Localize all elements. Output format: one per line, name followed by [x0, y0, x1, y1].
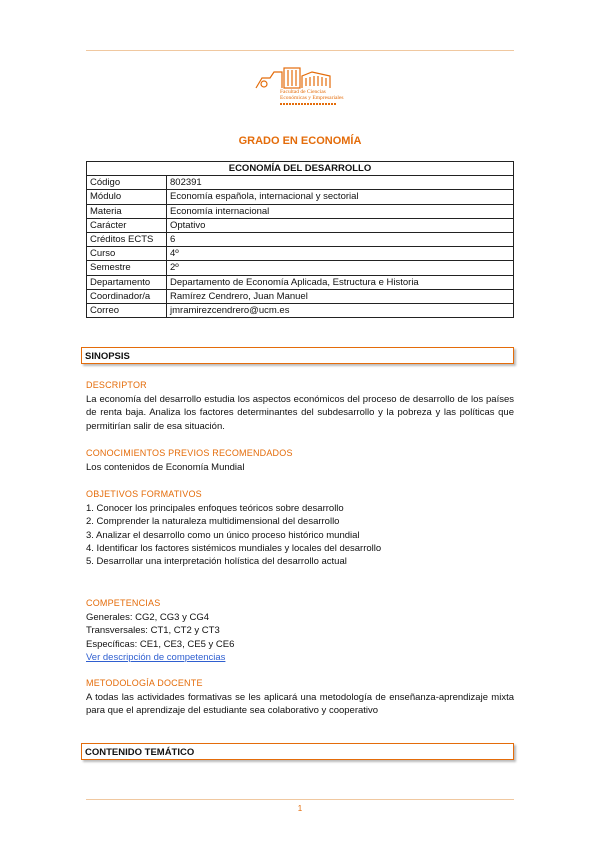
list-item: Transversales: CT1, CT2 y CT3	[86, 625, 220, 637]
row-value: Economía española, internacional y sectorial	[167, 190, 514, 204]
row-value: Optativo	[167, 218, 514, 232]
course-title: ECONOMÍA DEL DESARROLLO	[87, 162, 514, 176]
row-value: 6	[167, 232, 514, 246]
objectives-label: OBJETIVOS FORMATIVOS	[86, 489, 202, 499]
prev-knowledge-text: Los contenidos de Economía Mundial	[86, 462, 245, 473]
table-row	[87, 275, 514, 289]
competencias-link[interactable]: Ver descripción de competencias	[86, 651, 226, 663]
row-key: Curso	[87, 247, 167, 261]
competencias-list	[86, 611, 514, 664]
row-key: Correo	[87, 303, 167, 317]
footer-rule	[86, 799, 514, 800]
row-key: Código	[87, 176, 167, 190]
row-key: Módulo	[87, 190, 167, 204]
table-row	[87, 303, 514, 317]
metodologia-text: A todas las actividades formativas se les aplicará una metodología de enseñanza-aprendizaje mixta para que el aprendizaje del estudiante sea colaborativo y cooperativo	[86, 692, 514, 717]
table-row	[87, 176, 514, 190]
header-rule	[86, 50, 514, 51]
descriptor-text: La economía del desarrollo estudia los aspectos económicos del proceso de desarrollo de los países de renta baja. Analiza los factores determinantes del subdesarrollo y la pobreza y las políticas que permitirían salir de esa situación.	[86, 394, 514, 432]
row-key: Créditos ECTS	[87, 232, 167, 246]
row-key: Carácter	[87, 218, 167, 232]
objectives-list	[86, 502, 514, 568]
row-key: Departamento	[87, 275, 167, 289]
table-row	[87, 247, 514, 261]
row-key: Materia	[87, 204, 167, 218]
competencias-label: COMPETENCIAS	[86, 598, 161, 608]
list-item: 4. Identificar los factores sistémicos mundiales y locales del desarrollo	[86, 542, 382, 554]
prev-knowledge-label: CONOCIMIENTOS PREVIOS RECOMENDADOS	[86, 448, 293, 458]
course-info-table	[86, 161, 514, 318]
logo-line-1: Facultad de Ciencias	[280, 89, 326, 95]
descriptor-label: DESCRIPTOR	[86, 380, 147, 390]
list-item: Específicas: CE1, CE3, CE5 y CE6	[86, 638, 235, 650]
table-row	[87, 261, 514, 275]
contenido-heading: CONTENIDO TEMÁTICO	[81, 743, 514, 760]
table-row	[87, 190, 514, 204]
table-row	[87, 218, 514, 232]
row-value: 4º	[167, 247, 514, 261]
logo-line-3	[280, 103, 336, 105]
table-row	[87, 289, 514, 303]
table-row	[87, 232, 514, 246]
list-item: Generales: CG2, CG3 y CG4	[86, 612, 210, 623]
row-value: 802391	[167, 176, 514, 190]
faculty-logo	[252, 64, 342, 110]
list-item: 3. Analizar el desarrollo como un único proceso histórico mundial	[86, 529, 360, 541]
list-item: 2. Comprender la naturaleza multidimensional del desarrollo	[86, 516, 340, 528]
row-key: Semestre	[87, 261, 167, 275]
page-number: 1	[297, 804, 303, 813]
logo-line-2: Económicas y Empresariales	[280, 95, 344, 101]
sinopsis-heading: SINOPSIS	[81, 347, 514, 364]
row-key: Coordinador/a	[87, 289, 167, 303]
degree-title: GRADO EN ECONOMÍA	[238, 135, 362, 147]
list-item: 1. Conocer los principales enfoques teóricos sobre desarrollo	[86, 503, 344, 514]
row-value: Departamento de Economía Aplicada, Estructura e Historia	[167, 275, 514, 289]
row-value: Economía internacional	[167, 204, 514, 218]
row-value: Ramírez Cendrero, Juan Manuel	[167, 289, 514, 303]
row-value: 2º	[167, 261, 514, 275]
table-row	[87, 204, 514, 218]
metodologia-label: METODOLOGÍA DOCENTE	[86, 678, 203, 688]
list-item: 5. Desarrollar una interpretación holística del desarrollo actual	[86, 556, 347, 568]
row-value: jmramirezcendrero@ucm.es	[167, 303, 514, 317]
